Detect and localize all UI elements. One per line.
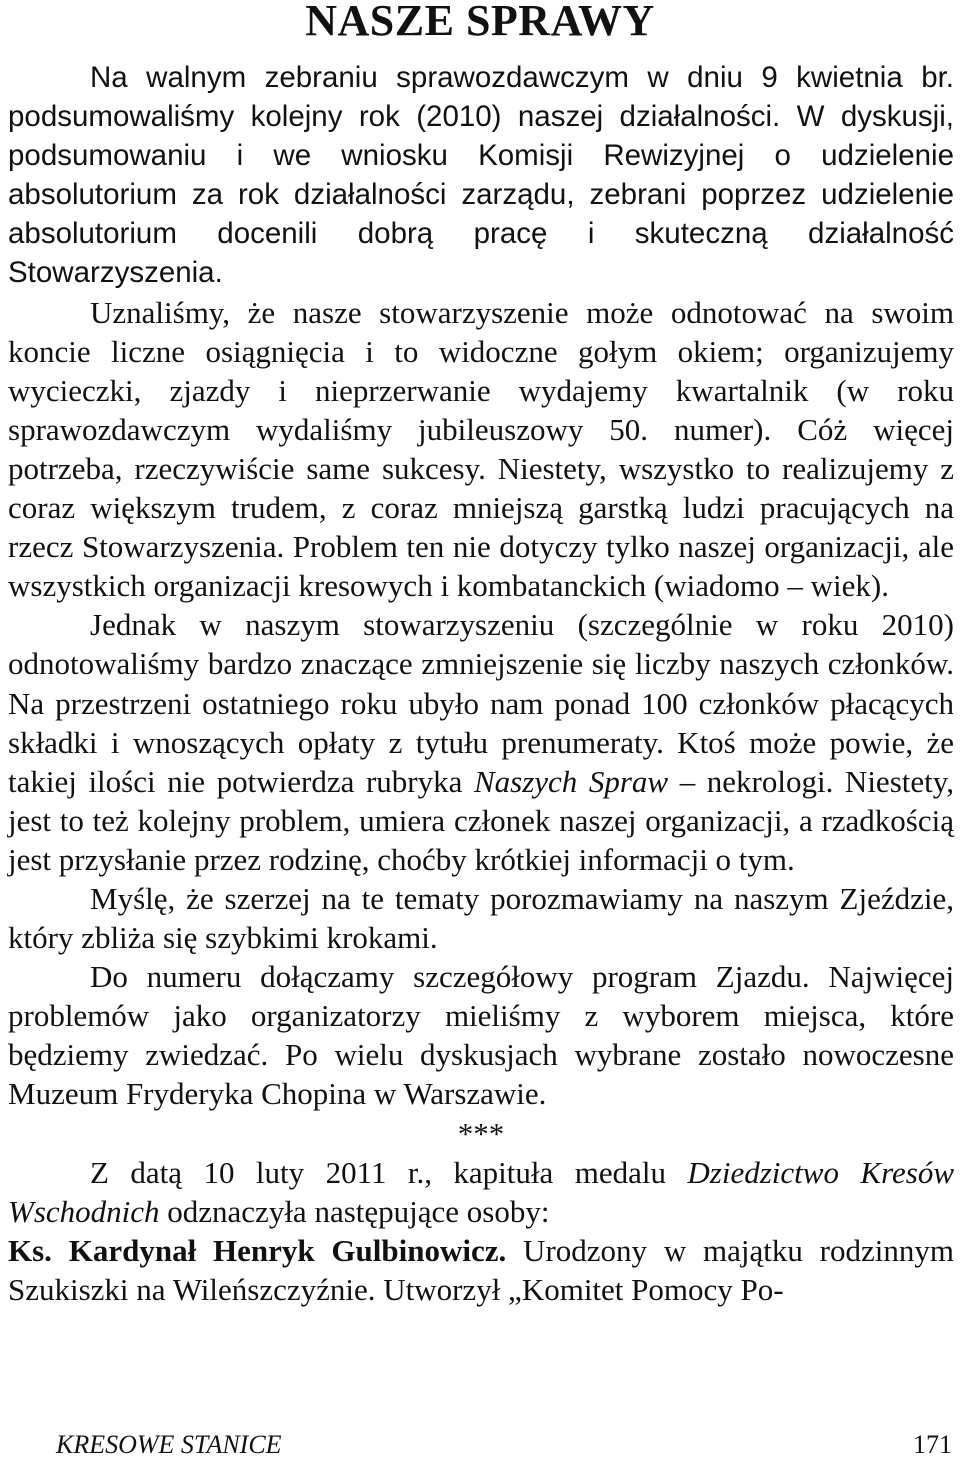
paragraph-6-text-a: Z datą 10 luty 2011 r., kapituła medalu	[90, 1154, 688, 1190]
paragraph-3-italic: Naszych Spraw	[473, 763, 669, 799]
page-footer	[56, 1430, 952, 1460]
paragraph-7	[8, 1231, 954, 1309]
journal-name: KRESOWE STANICE	[56, 1430, 282, 1459]
paragraph-3	[8, 605, 954, 879]
paragraph-3-text-b: – nekrologi. Niestety, jest to też kolejny problem, umiera członek naszej organizacji, a rzadkością jest przysłanie przez rodzinę, choćby krótkiej informacji o tym.	[8, 763, 954, 877]
page-number: 171	[913, 1430, 952, 1459]
paragraph-2: Uznaliśmy, że nasze stowarzyszenie może odnotować na swoim koncie liczne osiągnięcia i to widoczne gołym okiem; organizujemy wycieczki, zjazdy i nieprzerwanie wydajemy kwartalnik (w roku sprawozdawczym wydaliśmy jubileuszowy 50. numer). Cóż więcej potrzeba, rzeczywiście same sukcesy. Niestety, wszystko to realizujemy z coraz większym trudem, z coraz mniejszą garstką ludzi pracujących na rzecz Stowarzyszenia. Problem ten nie dotyczy tylko naszej organizacji, ale wszystkich organizacji kresowych i kombatanckich (wiadomo – wiek).	[8, 294, 954, 604]
paragraph-6-text-b: odznaczyła następujące osoby:	[159, 1193, 550, 1229]
paragraph-3-text-a: Jednak w naszym stowarzyszeniu (szczególnie w roku 2010) odnotowaliśmy bardzo znaczące zmniejszenie się liczby naszych członków. Na przestrzeni ostatniego roku ubyło nam ponad 100 członków płacących składki i wnoszących opłaty z tytułu prenumeraty. Ktoś może powie, że takiej ilości nie potwierdza rubryka	[8, 607, 954, 799]
article-body	[8, 58, 954, 1309]
section-separator: ***	[457, 1115, 505, 1151]
paragraph-7-bold-name: Ks. Kardynał Henryk Gulbinowicz.	[8, 1232, 507, 1268]
paragraph-1: Na walnym zebraniu sprawozdawczym w dniu 9 kwietnia br. podsumowaliśmy kolejny rok (2010) naszej działalności. W dyskusji, podsumowaniu i we wniosku Komisji Rewizyjnej o udzielenie absolutorium za rok działalności zarządu, zebrani poprzez udzielenie absolutorium docenili dobrą pracę i skuteczną działalność Stowarzyszenia.	[8, 61, 954, 290]
paragraph-4: Myślę, że szerzej na te tematy porozmawiamy na naszym Zjeździe, który zbliża się szybkimi krokami.	[8, 880, 954, 956]
paragraph-5: Do numeru dołączamy szczegółowy program Zjazdu. Najwięcej problemów jako organizatorzy mieliśmy z wyborem miejsca, które będziemy zwiedzać. Po wielu dyskusjach wybrane zostało nowoczesne Muzeum Fryderyka Chopina w Warszawie.	[8, 959, 954, 1112]
paragraph-6	[8, 1153, 954, 1231]
page-title: NASZE SPRAWY	[305, 0, 655, 45]
paragraph-7-text: Urodzony w majątku rodzinnym Szukiszki na Wileńszczyźnie. Utworzył „Komitet Pomocy Po-	[8, 1232, 954, 1307]
paragraph-6-italic: Dziedzictwo Kresów Wschodnich	[8, 1154, 955, 1229]
